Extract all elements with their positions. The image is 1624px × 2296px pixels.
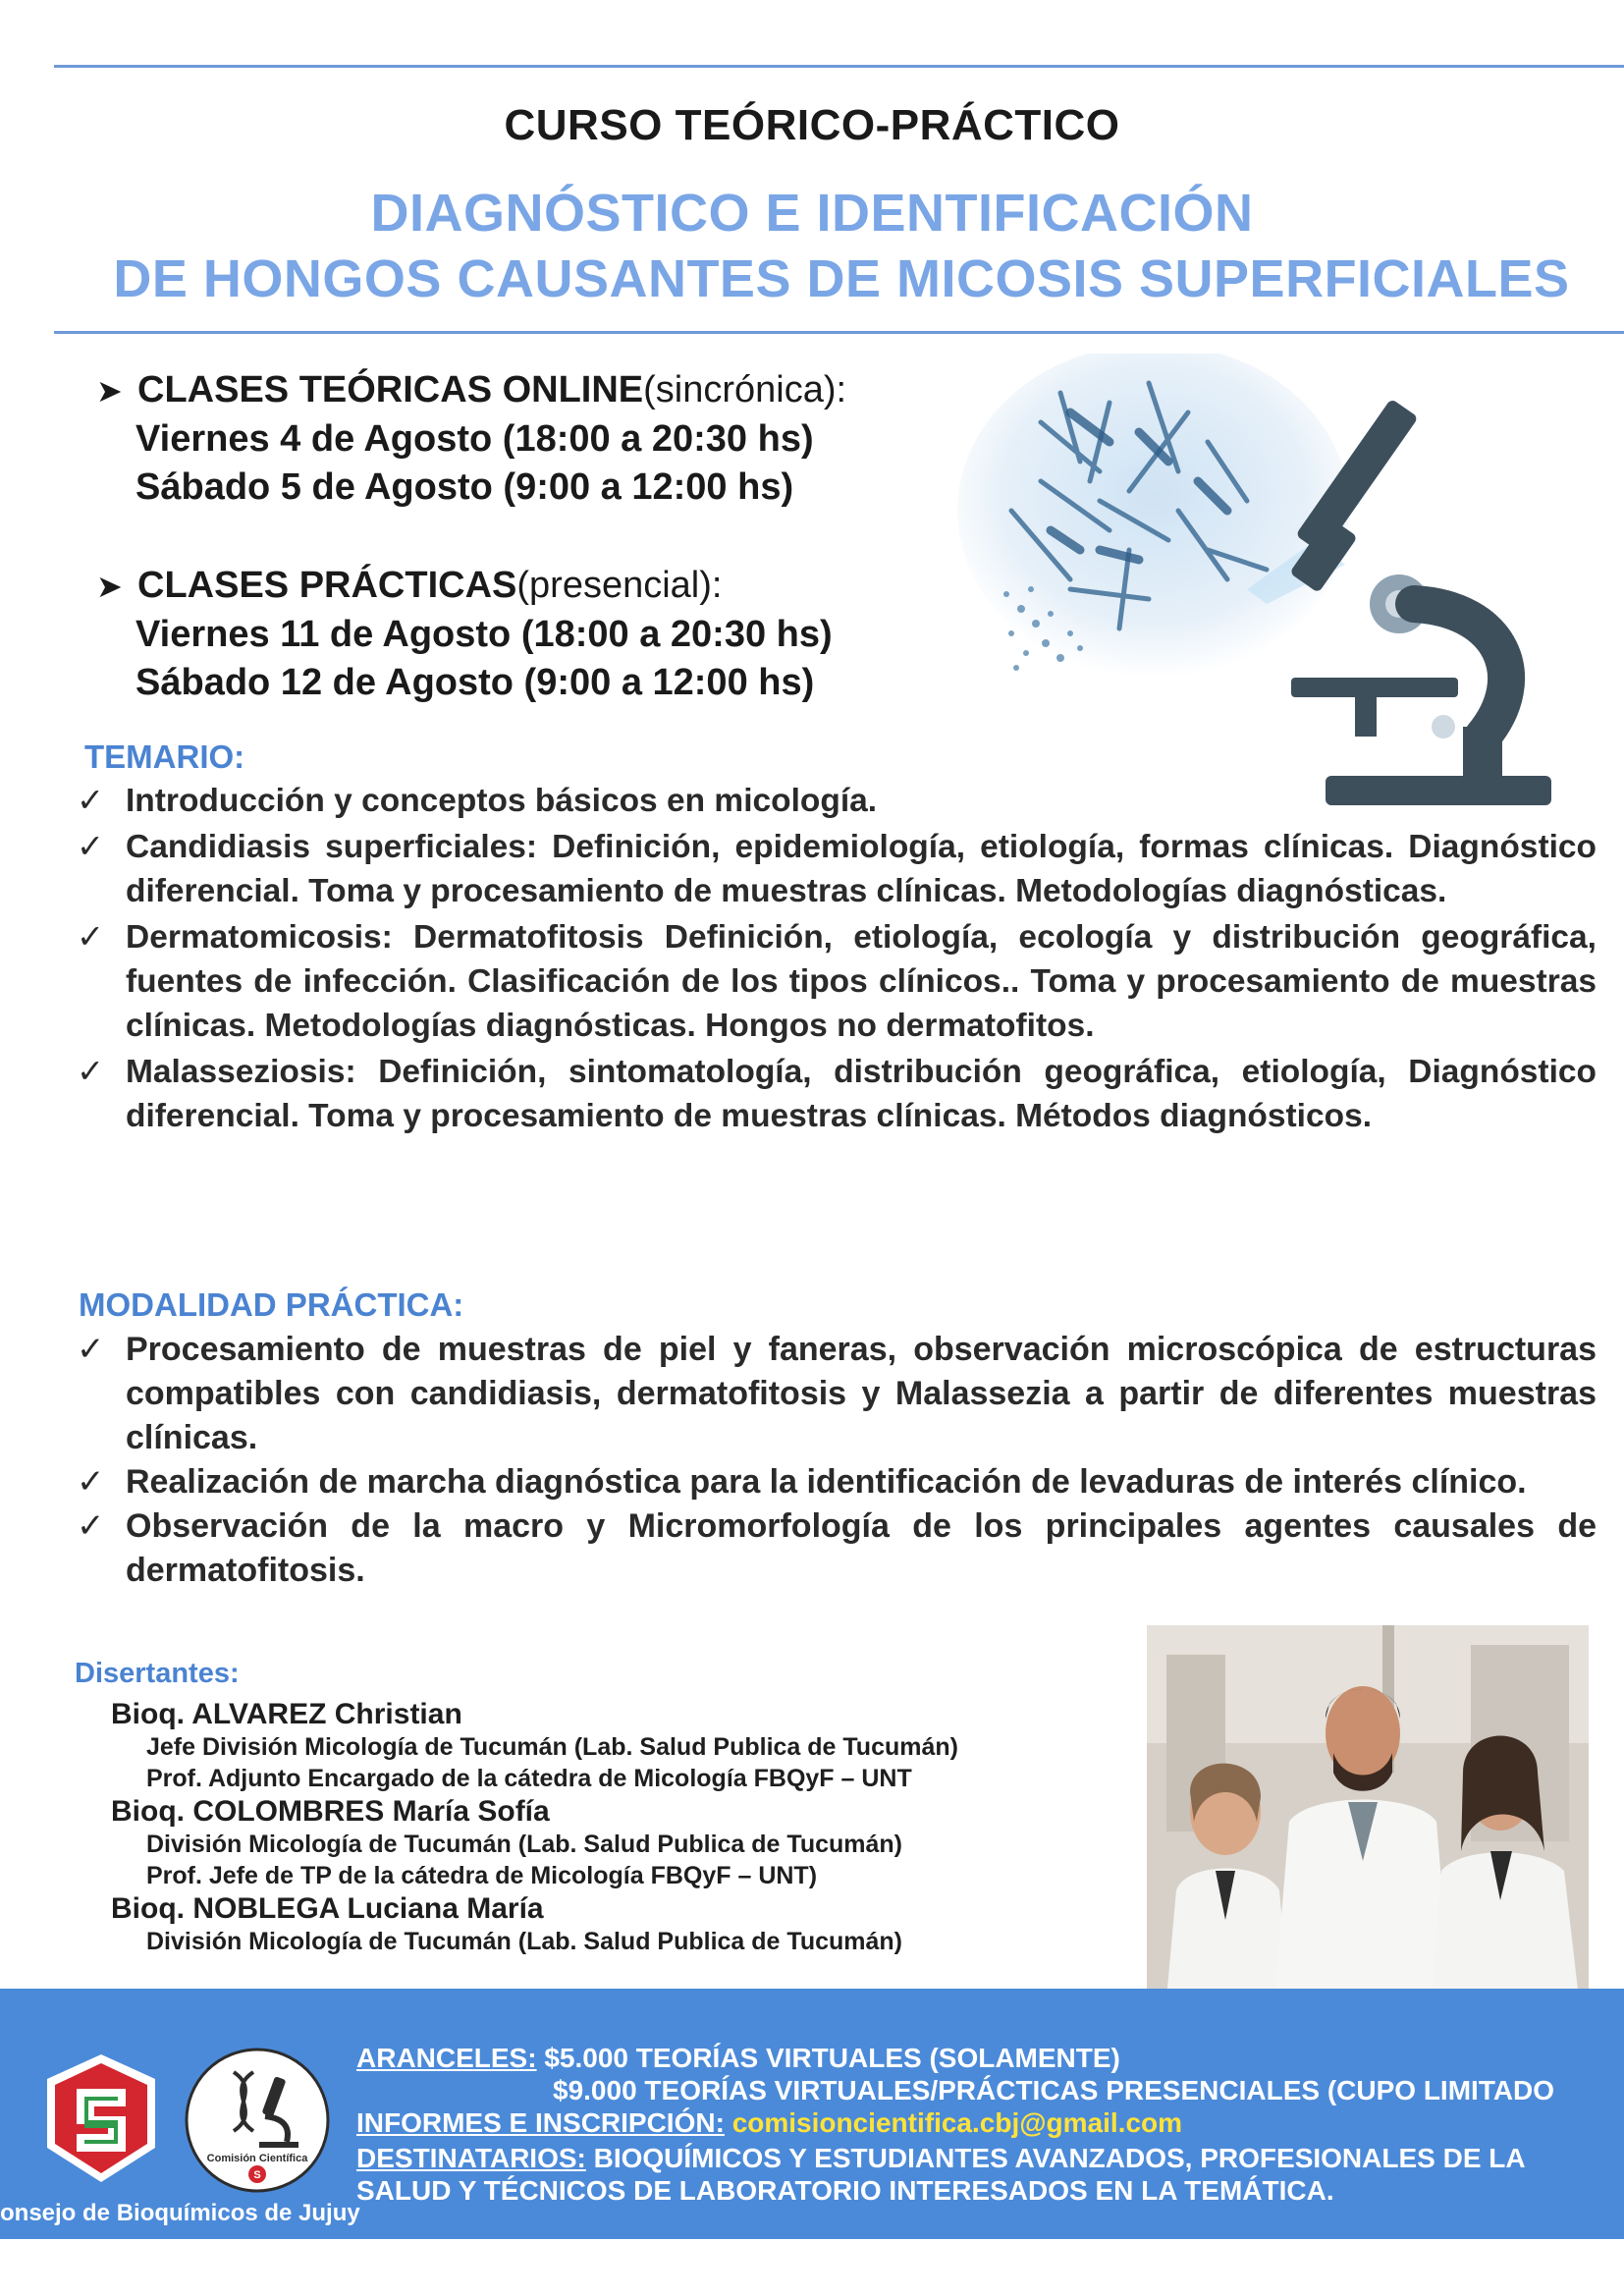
temario-item-text: Malasseziosis: Definición, sintomatología, distribución geográfica, etiología, Diagnóstico diferencial. Toma y procesamiento de muestras clínicas. Métodos diagnósticos. [126,1054,1597,1134]
logo-commission-text: Comisión Científica [206,2153,308,2164]
fee-2: $9.000 TEORÍAS VIRTUALES/PRÁCTICAS PRESENCIALES (CUPO LIMITADO [553,2075,1555,2105]
target-line-1 [356,2143,1526,2174]
modalidad-item-text: Observación de la macro y Micromorfología de los principales agentes causales de dermatofitosis. [126,1507,1597,1589]
list-item [77,1050,1597,1138]
online-date-2: Sábado 5 de Agosto (9:00 a 12:00 hs) [135,466,794,508]
council-name: onsejo de Bioquímicos de Jujuy [0,2200,360,2226]
footer-banner [0,1989,1624,2239]
practical-heading-bold: CLASES PRÁCTICAS [137,565,517,606]
temario-item-text: Dermatomicosis: Dermatofitosis Definición, etiología, ecología y distribución geográfica, fuentes de infección. Clasificación de los tipos clínicos.. Toma y procesamiento de muestras clínicas. Metodologías diagnósticas. Hongos no dermatofitos. [126,919,1597,1044]
check-icon: ✓ [77,1331,105,1368]
speaker-role: Jefe División Micología de Tucumán (Lab. Salud Publica de Tucumán) [146,1733,958,1761]
list-item [77,1504,1597,1593]
title-rule [54,331,1624,334]
fees-line-1 [356,2043,1120,2074]
check-icon: ✓ [77,1463,105,1501]
fee-1: $5.000 TEORÍAS VIRTUALES (SOLAMENTE) [536,2043,1120,2073]
target-line-2: SALUD Y TÉCNICOS DE LABORATORIO INTERESADOS EN LA TEMÁTICA. [356,2175,1334,2206]
speaker-role: División Micología de Tucumán (Lab. Salud Publica de Tucumán) [146,1831,902,1858]
check-icon: ✓ [77,919,105,956]
check-icon: ✓ [77,783,105,819]
practical-date-1: Viernes 11 de Agosto (18:00 a 20:30 hs) [135,614,833,655]
microscope-illustration [952,354,1600,825]
list-item [77,779,1597,823]
speakers-list [111,1697,958,1957]
temario-label: TEMARIO: [84,738,245,775]
course-title-line2: DE HONGOS CAUSANTES DE MICOSIS SUPERFICIALES [113,249,1570,308]
target-1: BIOQUÍMICOS Y ESTUDIANTES AVANZADOS, PROFESIONALES DE LA [585,2143,1526,2173]
online-heading-rest: (sincrónica): [643,369,847,410]
check-icon: ✓ [77,1054,105,1090]
modalidad-label: MODALIDAD PRÁCTICA: [79,1286,464,1323]
fees-label: ARANCELES: [356,2043,537,2073]
info-label: INFORMES E INSCRIPCIÓN: [356,2107,725,2138]
speaker-name: Bioq. NOBLEGA Luciana María [111,1892,544,1925]
speakers-photo [1147,1625,1589,1998]
contact-email[interactable]: comisioncientifica.cbj@gmail.com [724,2107,1183,2138]
modalidad-list [77,1328,1597,1593]
list-item [77,1328,1597,1460]
logo-commission-mark: S [253,2169,261,2181]
speakers-label: Disertantes: [75,1658,240,1689]
schedule-practical [96,562,833,707]
list-item [77,825,1597,913]
temario-item-text: Introducción y conceptos básicos en micología. [126,783,878,819]
speaker-role: Prof. Adjunto Encargado de la cátedra de Micología FBQyF – UNT [146,1765,912,1792]
speaker-name: Bioq. COLOMBRES María Sofía [111,1795,550,1828]
info-line [356,2107,1182,2139]
modalidad-item-text: Realización de marcha diagnóstica para la identificación de levaduras de interés clínico. [126,1463,1527,1501]
schedule-online-heading [96,366,846,415]
check-icon: ✓ [77,829,105,865]
course-title-line1: DIAGNÓSTICO E IDENTIFICACIÓN [370,184,1254,243]
list-item [77,1460,1597,1504]
online-heading-bold: CLASES TEÓRICAS ONLINE [137,369,644,410]
speaker-role: Prof. Jefe de TP de la cátedra de Micología FBQyF – UNT) [146,1862,818,1889]
temario-item-text: Candidiasis superficiales: Definición, epidemiología, etiología, formas clínicas. Diagnóstico diferencial. Toma y procesamiento de muestras clínicas. Metodologías diagnósticas. [126,829,1597,909]
arrow-bullet-icon: ➤ [96,569,123,604]
schedule-online [96,366,846,512]
arrow-bullet-icon: ➤ [96,373,123,409]
list-item [77,915,1597,1048]
temario-list [77,779,1597,1140]
course-kicker: CURSO TEÓRICO-PRÁCTICO [504,101,1120,149]
top-rule [54,65,1624,68]
modalidad-item-text: Procesamiento de muestras de piel y faneras, observación microscópica de estructuras compatibles con candidiasis, dermatofitosis y Malassezia a partir de diferentes muestras clínicas. [126,1331,1597,1456]
speaker-name: Bioq. ALVAREZ Christian [111,1698,462,1730]
council-logo [37,2050,165,2187]
online-date-1: Viernes 4 de Agosto (18:00 a 20:30 hs) [135,418,814,460]
target-label: DESTINATARIOS: [356,2143,586,2173]
practical-date-2: Sábado 12 de Agosto (9:00 a 12:00 hs) [135,662,815,703]
schedule-practical-heading [96,562,833,611]
scientific-commission-logo [185,2048,330,2193]
speaker-role: División Micología de Tucumán (Lab. Salud Publica de Tucumán) [146,1928,902,1955]
check-icon: ✓ [77,1507,105,1545]
practical-heading-rest: (presencial): [516,565,723,606]
